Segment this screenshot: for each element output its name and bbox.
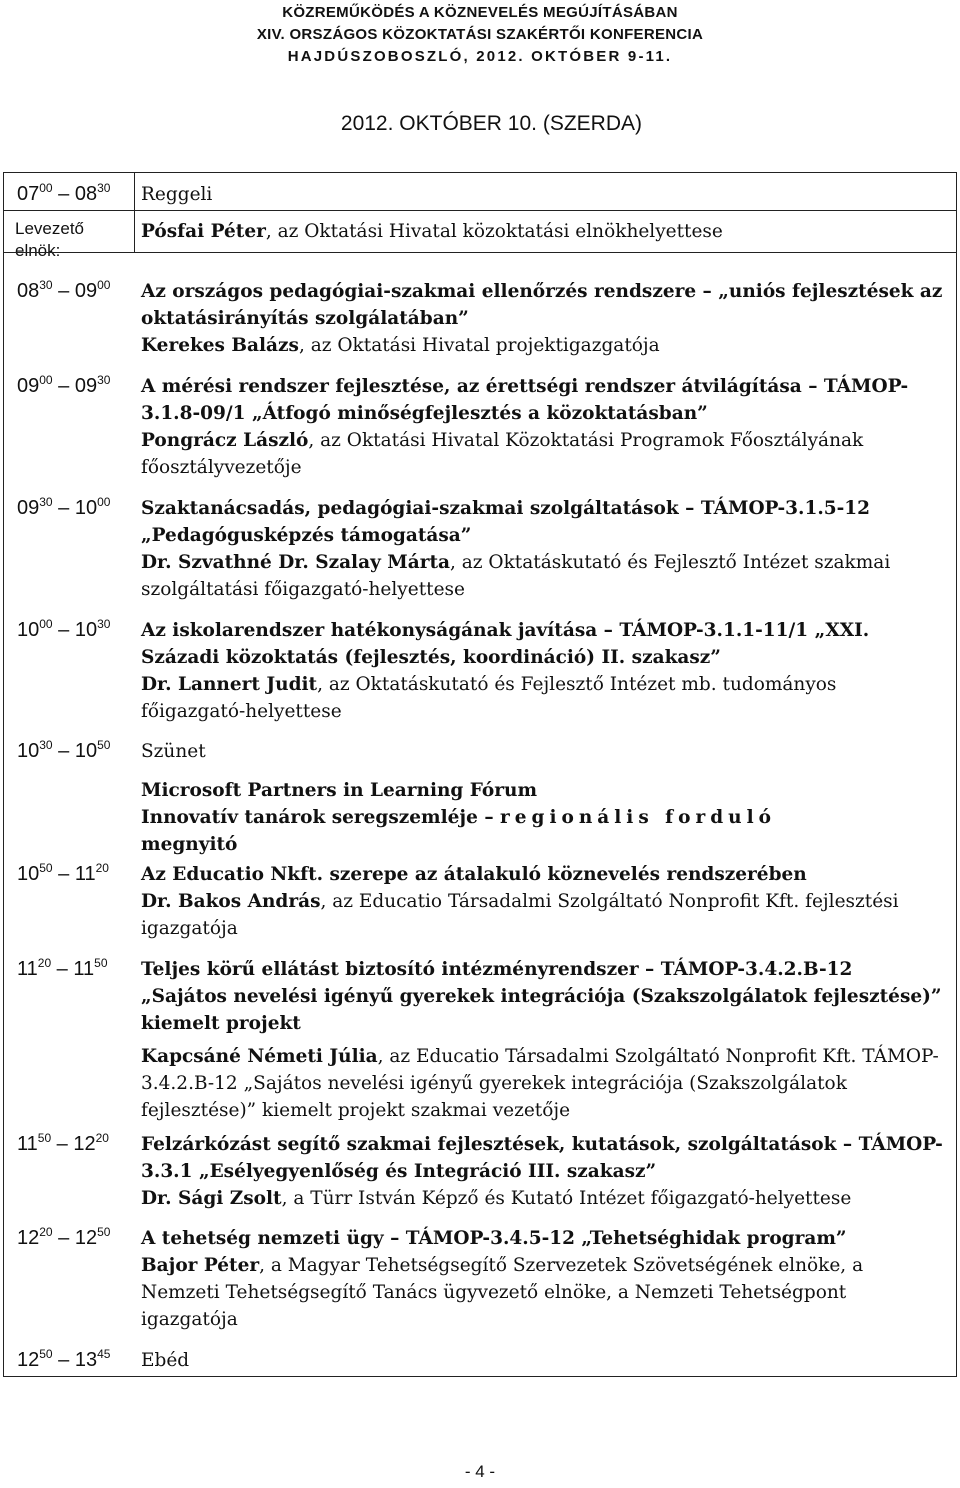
event-subtitle-spaced: regionális forduló [500, 807, 776, 828]
speaker-role: , az Oktatási Hivatal Közoktatási Programok Főosztályának főosztályvezetője [141, 430, 864, 478]
speaker-name: Dr. Szvathné Dr. Szalay Márta [141, 552, 451, 573]
row-content [141, 1225, 944, 1333]
chair-name: Pósfai Péter [141, 221, 266, 242]
speaker-name: Kapcsáné Németi Júlia [141, 1046, 378, 1067]
row-divider [4, 252, 956, 253]
session-title: A tehetség nemzeti ügy – TÁMOP-3.4.5-12 „Tehetséghidak program” [141, 1228, 847, 1249]
row-content [141, 373, 944, 481]
speaker-name: Bajor Péter [141, 1255, 260, 1276]
day-title: 2012. OKTÓBER 10. (SZERDA) [340, 112, 642, 135]
row-content [141, 861, 944, 942]
time-range: $10^{00} - 10^{30}$ [17, 617, 111, 641]
chair-label: Levezető elnök: [15, 219, 84, 260]
speaker-name: Kerekes Balázs [141, 335, 299, 356]
schedule-table [3, 172, 957, 1377]
row-content [141, 495, 944, 603]
session-title: Teljes körű ellátást biztosító intézményrendszer – TÁMOP-3.4.2.B-12 „Sajátos nevelési igényű gyerekek integrációja (Szakszolgálatok fejlesztése)” kiemelt projekt [141, 959, 942, 1034]
session-title: Szünet [141, 741, 206, 762]
speaker-name: Dr. Lannert Judit [141, 674, 318, 695]
row-content [141, 956, 944, 1124]
header-line-1: KÖZREMŰKÖDÉS A KÖZNEVELÉS MEGÚJÍTÁSÁBAN [282, 4, 678, 21]
session-title: Szaktanácsadás, pedagógiai-szakmai szolgáltatások – TÁMOP-3.1.5-12 „Pedagógusképzés támogatása” [141, 498, 871, 546]
session-title: Ebéd [141, 1350, 190, 1371]
chair-role: , az Oktatási Hivatal közoktatási elnökhelyettese [265, 221, 723, 242]
time-range: $08^{30} - 09^{00}$ [17, 278, 111, 302]
session-title: Az iskolarendszer hatékonyságának javítása – TÁMOP-3.1.1-11/1 „XXI. Századi közoktatás (fejlesztés, koordináció) II. szakasz” [141, 620, 870, 668]
speaker-name: Dr. Bakos András [141, 891, 321, 912]
speaker-role: , az Educatio Társadalmi Szolgáltató Nonprofit Kft. fejlesztési igazgatója [141, 891, 899, 939]
event-title: Microsoft Partners in Learning Fórum [141, 780, 538, 801]
speaker-name: Pongrácz László [141, 430, 309, 451]
row-divider [4, 210, 956, 211]
event-opening: megnyitó [141, 834, 238, 855]
time-range: $11^{50} - 12^{20}$ [17, 1131, 109, 1155]
time-range: $12^{50} - 13^{45}$ [17, 1347, 111, 1371]
time-range: $10^{30} - 10^{50}$ [17, 738, 111, 762]
session-title: Felzárkózást segítő szakmai fejlesztések, kutatások, szolgáltatások – TÁMOP-3.3.1 „Esélyegyenlőség és Integráció III. szakasz” [141, 1134, 943, 1182]
row-content [141, 738, 944, 858]
speaker-role: , a Magyar Tehetségsegítő Szervezetek Szövetségének elnöke, a Nemzeti Tehetségsegítő Tanács ügyvezető elnöke, a Nemzeti Tehetségpont igazgatója [141, 1255, 864, 1330]
speaker-name: Dr. Sági Zsolt [141, 1188, 282, 1209]
row-content [141, 1131, 944, 1212]
session-title: Az Educatio Nkft. szerepe az átalakuló köznevelés rendszerében [141, 864, 807, 885]
header-line-2: XIV. ORSZÁGOS KÖZOKTATÁSI SZAKÉRTŐI KONFERENCIA [256, 26, 704, 43]
time-range: $09^{00} - 09^{30}$ [17, 373, 111, 397]
speaker-role: , az Educatio Társadalmi Szolgáltató Nonprofit Kft. TÁMOP-3.4.2.B-12 „Sajátos nevelési igényű gyerekek integrációja (Szakszolgálatok fejlesztése)” kiemelt projekt szakmai vezetője [141, 1046, 939, 1121]
row-content [141, 218, 944, 245]
time-range: $11^{20} - 11^{50}$ [17, 956, 108, 980]
time-range: $12^{20} - 12^{50}$ [17, 1225, 111, 1249]
row-content [141, 617, 944, 725]
session-title: A mérési rendszer fejlesztése, az érettségi rendszer átvilágítása – TÁMOP-3.1.8-09/1 „Átfogó minőségfejlesztés a közoktatásban” [141, 376, 909, 424]
header-line-3: HAJDÚSZOBOSZLÓ, 2012. OKTÓBER 9-11. [287, 48, 673, 65]
row-content [141, 181, 944, 208]
session-title: Az országos pedagógiai-szakmai ellenőrzés rendszere – „uniós fejlesztések az oktatásirányítás szolgálatában” [141, 281, 943, 329]
session-title: Reggeli [141, 184, 213, 205]
table-column-divider [134, 173, 135, 252]
page-number: - 4 - [464, 1462, 496, 1481]
time-range: $10^{50} - 11^{20}$ [17, 861, 109, 885]
time-range: $07^{00} - 08^{30}$ [17, 181, 111, 205]
speaker-role: , az Oktatáskutató és Fejlesztő Intézet mb. tudományos főigazgató-helyettese [141, 674, 837, 722]
row-content [141, 278, 944, 359]
time-range: $09^{30} - 10^{00}$ [17, 495, 111, 519]
row-content [141, 1347, 944, 1374]
speaker-role: , az Oktatási Hivatal projektigazgatója [298, 335, 660, 356]
speaker-role: , az Oktatáskutató és Fejlesztő Intézet szakmai szolgáltatási főigazgató-helyettese [141, 552, 891, 600]
event-subtitle: Innovatív tanárok seregszemléje – [141, 807, 501, 828]
speaker-role: , a Türr István Képző és Kutató Intézet főigazgató-helyettese [281, 1188, 852, 1209]
